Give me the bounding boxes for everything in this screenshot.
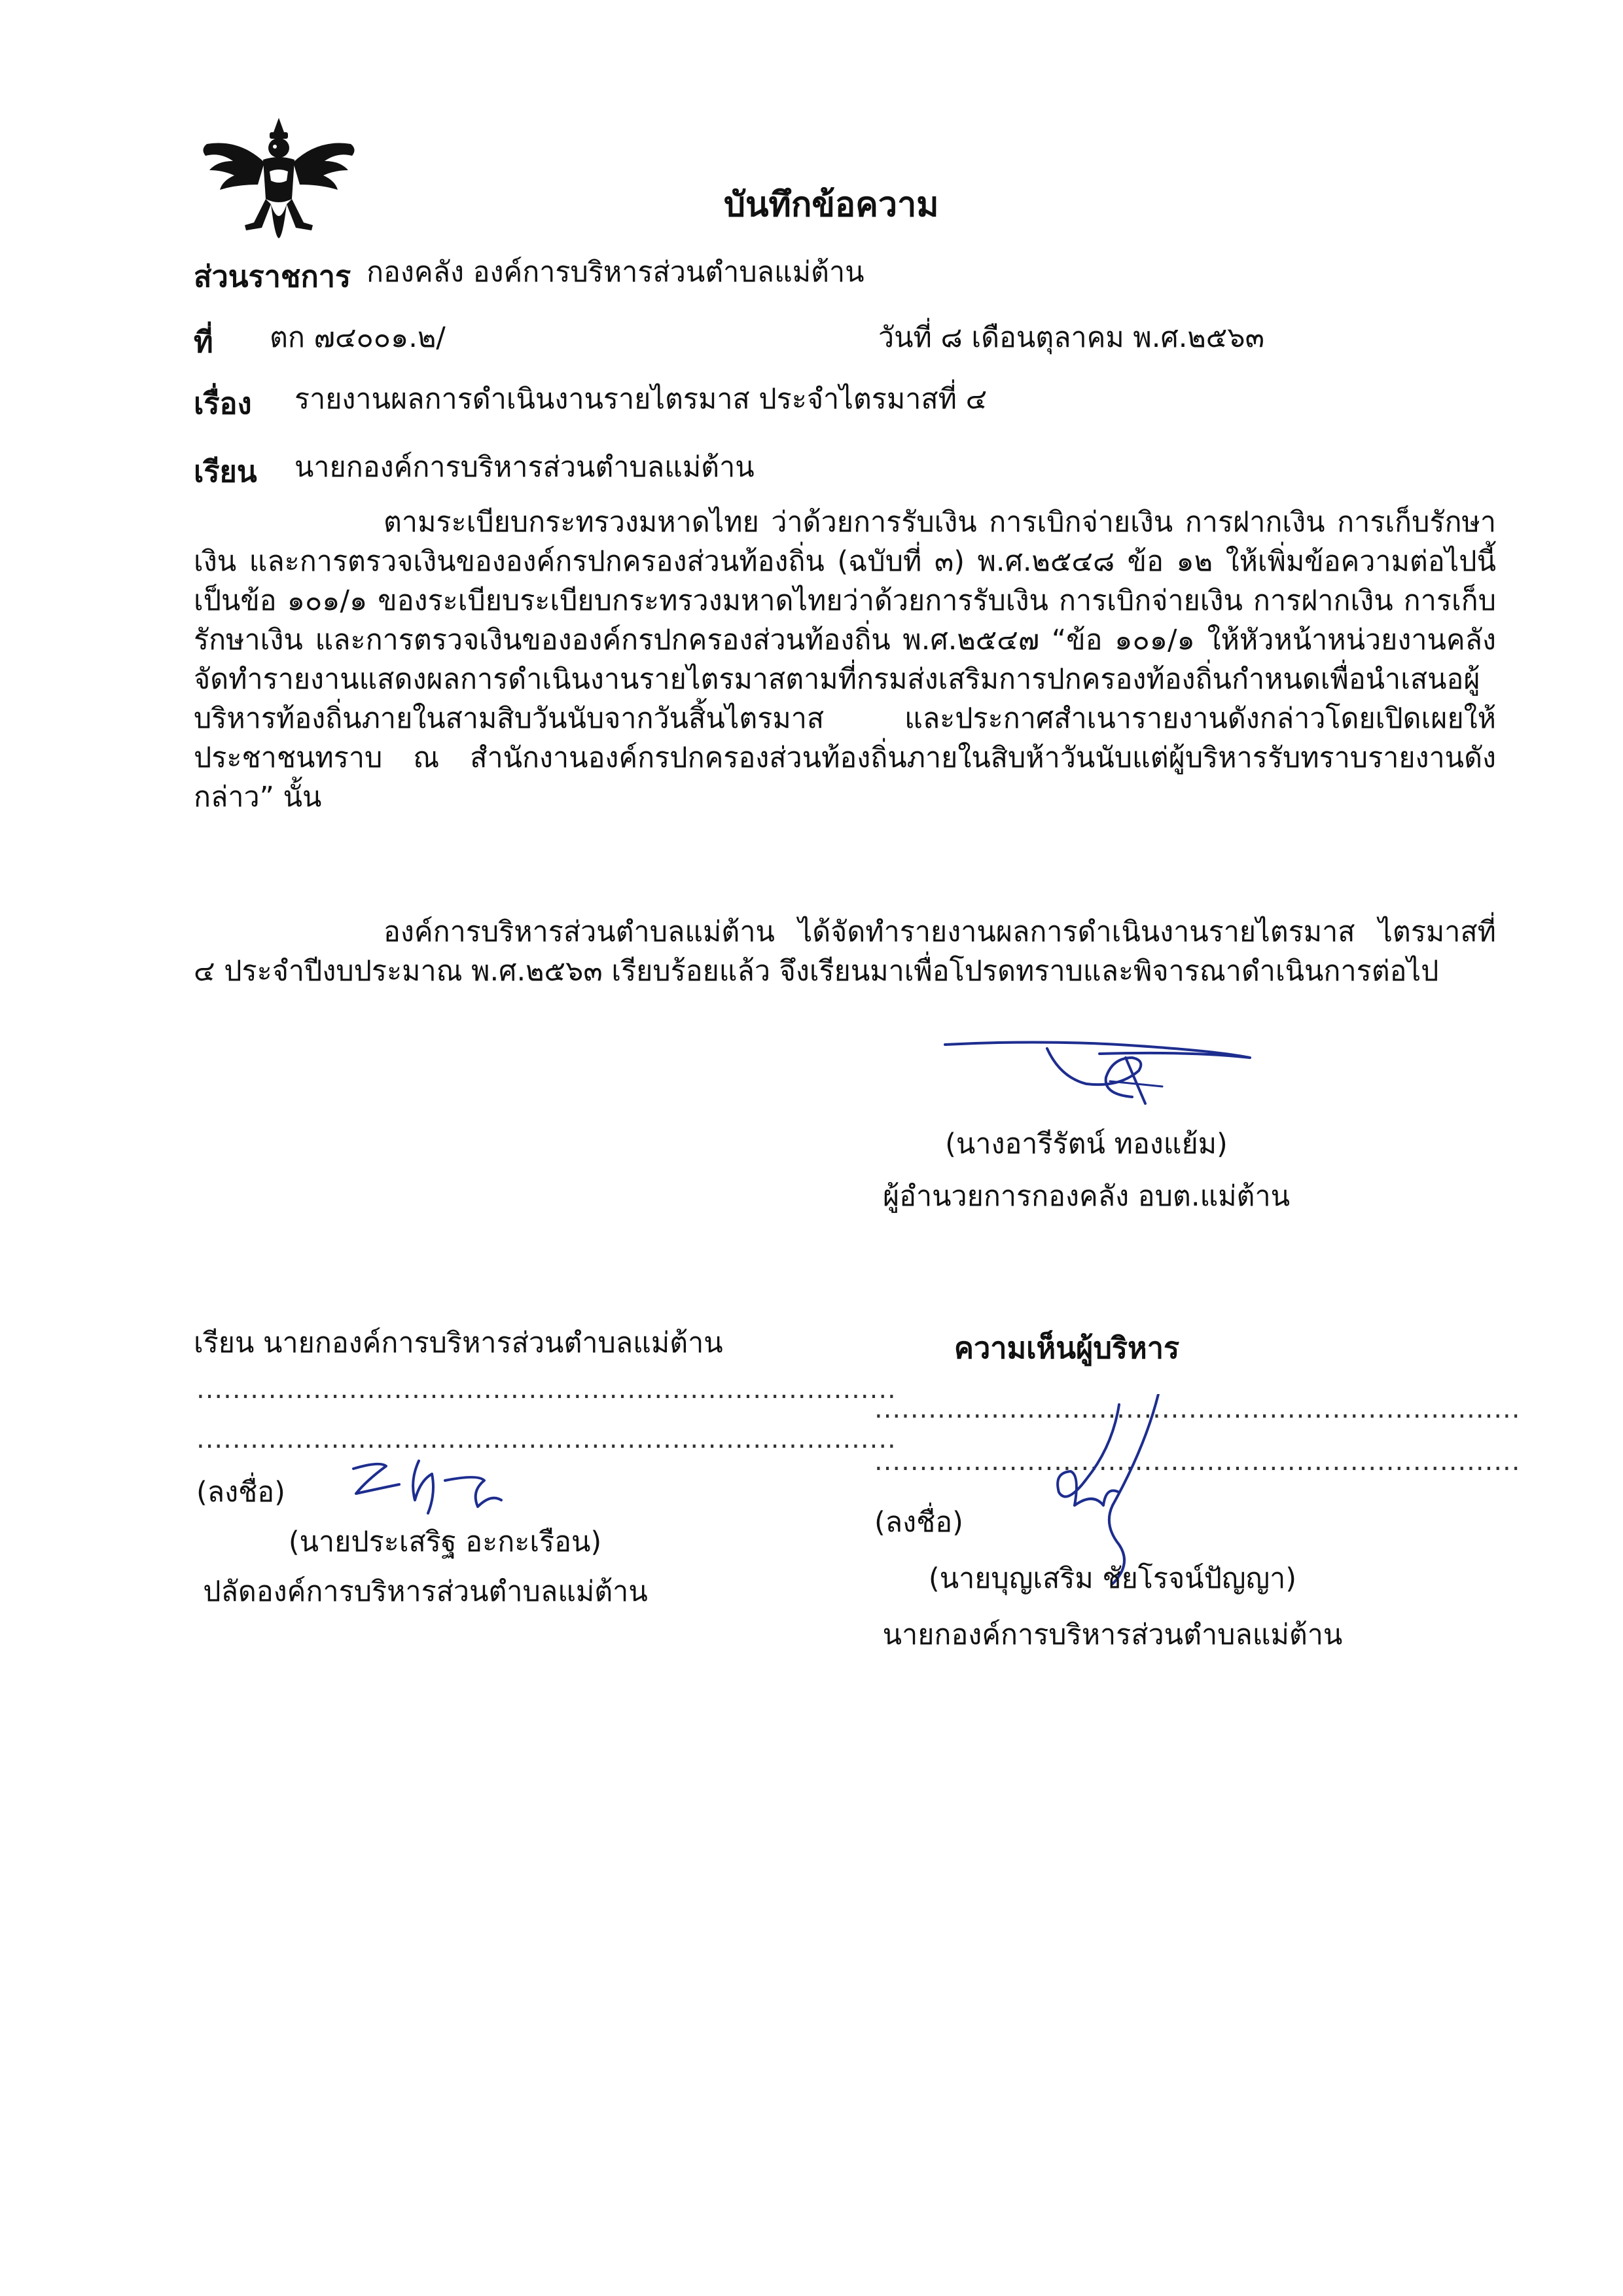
director-name: (นางอารีรัตน์ ทองแย้ม) bbox=[945, 1128, 1228, 1160]
executive-position: นายกองค์การบริหารส่วนตำบลแม่ต้าน bbox=[882, 1619, 1343, 1651]
deputy-position: ปลัดองค์การบริหารส่วนตำบลแม่ต้าน bbox=[203, 1575, 648, 1608]
director-position: ผู้อำนวยการกองคลัง อบต.แม่ต้าน bbox=[882, 1180, 1291, 1213]
subject-value: รายงานผลการดำเนินงานรายไตรมาส ประจำไตรมาสที่ ๔ bbox=[294, 383, 988, 416]
paragraph-1-text: ตามระเบียบกระทรวงมหาดไทย ว่าด้วยการรับเงิน การเบิกจ่ายเงิน การฝากเงิน การเก็บรักษาเงิน และการตรวจเงินขององค์กรปกครองส่วนท้องถิ่น (ฉบับที่ ๓) พ.ศ.๒๕๔๘ ข้อ ๑๒ ให้เพิ่มข้อความต่อไปนี้เป็นข้อ ๑๐๑/๑ ของระเบียบระเบียบกระทรวงมหาดไทยว่าด้วยการรับเงิน การเบิกจ่ายเงิน การฝากเงิน การเก็บรักษาเงิน และการตรวจเงินขององค์กรปกครองส่วนท้องถิ่น พ.ศ.๒๕๔๗ “ข้อ ๑๐๑/๑ ให้หัวหน้าหน่วยงานคลังจัดทำรายงานแสดงผลการดำเนินงานรายไตรมาสตามที่กรมส่งเสริมการปกครองท้องถิ่นกำหนดเพื่อนำเสนอผู้บริหารท้องถิ่นภายในสามสิบวันนับจากวันสิ้นไตรมาส และประกาศสำเนารายงานดังกล่าวโดยเปิดเผยให้ประชาชนทราบ ณ สำนักงานองค์กรปกครองส่วนท้องถิ่นภายในสิบห้าวันนับแต่ผู้บริหารรับทราบรายงานดังกล่าว” นั้น bbox=[194, 506, 1497, 814]
ref-label: ที่ bbox=[194, 325, 213, 359]
department-label: ส่วนราชการ bbox=[194, 259, 351, 294]
right-comment-line-1: ........................................................................ bbox=[874, 1394, 1521, 1424]
executive-opinion-title: ความเห็นผู้บริหาร bbox=[954, 1331, 1180, 1365]
right-comment-line-2: ........................................................................ bbox=[874, 1446, 1521, 1477]
to-value: นายกองค์การบริหารส่วนตำบลแม่ต้าน bbox=[294, 451, 755, 484]
memo-title: บันทึกข้อความ bbox=[724, 185, 939, 224]
right-sign-label: (ลงชื่อ) bbox=[874, 1506, 963, 1539]
executive-name: (นายบุญเสริม ชัยโรจน์ปัญญา) bbox=[928, 1562, 1297, 1595]
paragraph-2-text: องค์การบริหารส่วนตำบลแม่ต้าน ได้จัดทำรายงานผลการดำเนินงานรายไตรมาส ไตรมาสที่ ๔ ประจำปีงบประมาณ พ.ศ.๒๕๖๓ เรียบร้อยแล้ว จึงเรียนมาเพื่อโปรดทราบและพิจารณาดำเนินการต่อไป bbox=[194, 916, 1496, 988]
deputy-name: (นายประเสริฐ อะกะเรือน) bbox=[288, 1526, 602, 1558]
left-to-line: เรียน นายกองค์การบริหารส่วนตำบลแม่ต้าน bbox=[194, 1327, 723, 1359]
body-paragraph-2 bbox=[194, 912, 1496, 991]
subject-label: เรื่อง bbox=[194, 386, 252, 421]
left-sign-label: (ลงชื่อ) bbox=[196, 1476, 285, 1509]
body-paragraph-1 bbox=[194, 503, 1496, 817]
to-label: เรียน bbox=[194, 454, 257, 489]
left-comment-line-2: .............................................................................. bbox=[196, 1424, 897, 1454]
deputy-signature-icon bbox=[347, 1454, 510, 1526]
left-comment-line-1: .............................................................................. bbox=[196, 1374, 897, 1405]
department-value: กองคลัง องค์การบริหารส่วนตำบลแม่ต้าน bbox=[366, 256, 865, 289]
garuda-emblem-icon bbox=[194, 113, 364, 242]
director-signature-icon bbox=[942, 1031, 1257, 1110]
memo-date: วันที่ ๘ เดือนตุลาคม พ.ศ.๒๕๖๓ bbox=[878, 321, 1264, 354]
ref-number: ตก ๗๔๐๐๑.๒/ bbox=[270, 321, 446, 354]
